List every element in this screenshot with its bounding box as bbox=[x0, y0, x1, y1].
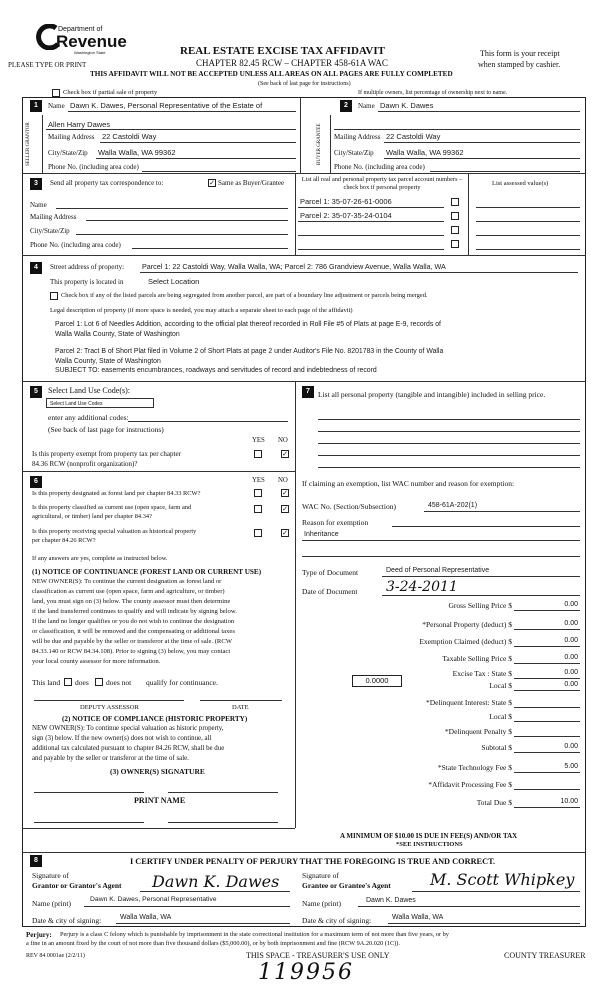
tax-row-value[interactable]: 0.00 bbox=[564, 654, 578, 661]
grantor-name-label: Name (print) bbox=[32, 899, 71, 908]
historic-question-2: per chapter 84.26 RCW? bbox=[32, 537, 96, 544]
doc-type-value[interactable]: Deed of Personal Representative bbox=[386, 567, 490, 574]
tax-row-label: Total Due $ bbox=[476, 798, 512, 807]
qualify-label: qualify for continuance. bbox=[146, 678, 218, 687]
tax-row-value[interactable]: 10.00 bbox=[560, 798, 578, 805]
this-land-label: This land bbox=[32, 678, 61, 687]
s5-no-header: NO bbox=[278, 437, 288, 444]
buyer-city-value[interactable]: Walla Walla, WA 99362 bbox=[386, 148, 464, 157]
parcel-1-personal-checkbox[interactable] bbox=[451, 198, 459, 206]
send-correspondence-label: Send all property tax correspondence to: bbox=[50, 179, 164, 187]
s3-city-label: City/State/Zip bbox=[30, 227, 70, 235]
tax-row-value[interactable]: 0.00 bbox=[564, 620, 578, 627]
forest-yes-checkbox[interactable] bbox=[254, 489, 262, 497]
forest-no-checkbox[interactable]: ✓ bbox=[282, 489, 288, 497]
s3-phone-label: Phone No. (including area code) bbox=[30, 241, 121, 249]
tax-row-label: Local $ bbox=[489, 712, 512, 721]
buyer-name-value[interactable]: Dawn K. Dawes bbox=[380, 101, 434, 110]
handwritten-receipt-number: 119956 bbox=[258, 960, 354, 985]
same-as-buyer-label: Same as Buyer/Grantee bbox=[218, 179, 285, 187]
partial-sale-checkbox[interactable] bbox=[52, 89, 60, 97]
section-6-number: 6 bbox=[30, 476, 42, 488]
exemption-label: If claiming an exemption, list WAC number and reason for exemption: bbox=[302, 479, 515, 488]
wac-label: WAC No. (Section/Subsection) bbox=[302, 502, 396, 511]
notice-continuance-line: If the land no longer qualifies or you do not wish to continue the designation bbox=[32, 618, 235, 625]
legal-subject-to[interactable]: SUBJECT TO: easements encumbrances, roadways and servitudes of record and indebtedness of record bbox=[55, 367, 377, 374]
section-1-number: 1 bbox=[30, 100, 42, 112]
s6-yes-header: YES bbox=[252, 477, 265, 484]
grantor-date-label: Date & city of signing: bbox=[32, 916, 102, 925]
reason-value[interactable]: Inheritance bbox=[304, 531, 339, 538]
segregated-label: Check box if any of the listed parcels are being segregated from another parcel, are part of a boundary line adjustment or parcels being merged. bbox=[61, 292, 428, 299]
notice-continuance-line: land, you must sign on (3) below. The county assessor must then determine bbox=[32, 598, 231, 605]
personal-property-label: List all personal property (tangible and intangible) included in selling price. bbox=[318, 390, 546, 399]
parcel-list-header: List all real and personal property tax parcel account numbers – check box if personal property bbox=[301, 176, 463, 191]
tax-row-label: *State Technology Fee $ bbox=[437, 763, 512, 772]
historic-yes-checkbox[interactable] bbox=[254, 529, 262, 537]
notice-continuance-line: 84.33.140 or RCW 84.34.108). Prior to signing (3) below, you may contact bbox=[32, 648, 231, 655]
grantor-agent-label: Grantor or Grantor's Agent bbox=[32, 881, 122, 890]
historic-no-checkbox[interactable]: ✓ bbox=[282, 529, 288, 537]
current-use-question-2: agricultural, or timber) land per chapter 84.34? bbox=[32, 513, 152, 520]
section-8-number: 8 bbox=[30, 855, 42, 867]
legal-description-label: Legal description of property (if more space is needed, you may attach a separate sheet to each page of the affidavit) bbox=[50, 307, 353, 314]
seller-address-label: Mailing Address bbox=[48, 133, 95, 141]
local-rate-field[interactable]: 0.0000 bbox=[352, 675, 402, 687]
receipt-note-2: when stamped by cashier. bbox=[478, 60, 561, 69]
located-in-select[interactable]: Select Location bbox=[148, 277, 200, 286]
buyer-name-label: Name bbox=[358, 102, 375, 110]
tax-row-label: Local $ bbox=[489, 681, 512, 690]
current-use-yes-checkbox[interactable] bbox=[254, 505, 262, 513]
seller-city-label: City/State/Zip bbox=[48, 149, 88, 157]
notice-continuance-line: NEW OWNER(S): To continue the current designation as forest land or bbox=[32, 578, 222, 585]
legal-parcel-1-line2[interactable]: Walla Walla County, State of Washington bbox=[55, 331, 180, 338]
tax-row-value[interactable]: 0.00 bbox=[564, 601, 578, 608]
tax-row-value[interactable]: 0.00 bbox=[564, 743, 578, 750]
notice-continuance-line: will be due and payable by the seller or transferor at the time of sale. (RCW bbox=[32, 638, 232, 645]
parcel-2-number[interactable]: Parcel 2: 35-07-35-24-0104 bbox=[300, 211, 392, 220]
street-address-value[interactable]: Parcel 1: 22 Castoldi Way, Walla Walla, WA; Parcel 2: 786 Grandview Avenue, Walla Walla, WA bbox=[142, 262, 446, 271]
owner-signature-title: (3) OWNER(S) SIGNATURE bbox=[110, 767, 205, 776]
current-use-no-checkbox[interactable]: ✓ bbox=[282, 505, 288, 513]
grantee-signature[interactable]: M. Scott Whipkey bbox=[430, 870, 575, 889]
grantee-agent-label: Grantee or Grantee's Agent bbox=[302, 881, 391, 890]
notice-compliance-line: and payable by the seller or transferor at the time of sale. bbox=[32, 755, 189, 762]
exempt-question-2: 84.36 RCW (nonprofit organization)? bbox=[32, 460, 138, 468]
tax-row-label: *Affidavit Processing Fee $ bbox=[428, 780, 512, 789]
tax-row-value[interactable]: 0.00 bbox=[564, 637, 578, 644]
tax-row-label: *Personal Property (deduct) $ bbox=[422, 620, 512, 629]
land-does-not-label: does not bbox=[106, 678, 132, 687]
doc-type-label: Type of Document bbox=[302, 568, 359, 577]
tax-row-label: Excise Tax : State $ bbox=[452, 669, 512, 678]
reason-label: Reason for exemption bbox=[302, 518, 369, 527]
instructions-note: (See back of last page for instructions) bbox=[258, 81, 351, 87]
tax-row-label: Subtotal $ bbox=[481, 743, 512, 752]
exempt-yes-checkbox[interactable] bbox=[254, 450, 262, 458]
land-use-select[interactable]: Select Land Use Codes bbox=[46, 398, 154, 408]
grantor-date-value[interactable]: Walla Walla, WA bbox=[120, 914, 172, 921]
perjury-text-1: Perjury is a class C felony which is punishable by imprisonment in the state correctional institution for a maximum term of not more than five years, or by bbox=[60, 931, 449, 938]
buyer-grantee-label: BUYER GRANTEE bbox=[317, 123, 322, 165]
if-yes-instruction: If any answers are yes, complete as instructed below. bbox=[32, 555, 168, 562]
parcel-3-personal-checkbox[interactable] bbox=[451, 226, 459, 234]
seller-phone-label: Phone No. (including area code) bbox=[48, 163, 139, 171]
assessed-values-header: List assessed value(s) bbox=[492, 180, 549, 187]
buyer-phone-label: Phone No. (including area code) bbox=[334, 163, 425, 171]
notice-compliance-line: sign (3) below. If the new owner(s) does not wish to continue, all bbox=[32, 735, 212, 742]
located-in-label: This property is located in bbox=[50, 278, 124, 286]
grantee-signature-label: Signature of bbox=[302, 871, 339, 880]
grantee-name-label: Name (print) bbox=[302, 899, 341, 908]
tax-row-value[interactable]: 0.00 bbox=[564, 669, 578, 676]
buyer-address-value[interactable]: 22 Castoldi Way bbox=[386, 132, 441, 141]
logo-revenue: Revenue bbox=[56, 32, 127, 51]
deputy-assessor-label: DEPUTY ASSESSOR bbox=[80, 704, 139, 711]
tax-row-label: Exemption Claimed (deduct) $ bbox=[419, 637, 512, 646]
s5-yes-header: YES bbox=[252, 437, 265, 444]
section-4-number: 4 bbox=[30, 262, 42, 274]
street-address-label: Street address of property: bbox=[50, 263, 125, 271]
grantor-signature[interactable]: Dawn K. Dawes bbox=[152, 872, 280, 891]
s3-address-label: Mailing Address bbox=[30, 213, 77, 221]
partial-sale-label: Check box if partial sale of property bbox=[63, 89, 158, 96]
treasurer-use-label: THIS SPACE - TREASURER'S USE ONLY bbox=[246, 951, 390, 960]
seller-name-label: Name bbox=[48, 102, 65, 110]
print-name-label: PRINT NAME bbox=[134, 796, 186, 805]
s3-name-label: Name bbox=[30, 201, 47, 209]
notice-compliance-line: additional tax calculated pursuant to chapter 84.26 RCW, shall be due bbox=[32, 745, 225, 752]
buyer-city-label: City/State/Zip bbox=[334, 149, 374, 157]
forest-land-question: Is this property designated as forest land per chapter 84.33 RCW? bbox=[32, 490, 201, 497]
perjury-text-2: a fine in an amount fixed by the court of not more than five thousand dollars ($5,000.00), or by both imprisonment and fine (RCW 9A.20.020 (1C)). bbox=[26, 940, 400, 947]
seller-grantor-label: SELLER GRANTOR bbox=[26, 122, 31, 166]
form-title: REAL ESTATE EXCISE TAX AFFIDAVIT bbox=[180, 45, 385, 57]
exempt-no-checkbox[interactable]: ✓ bbox=[282, 450, 288, 458]
land-use-instructions: (See back of last page for instructions) bbox=[48, 425, 164, 434]
current-use-question-1: Is this property classified as current use (open space, farm and bbox=[32, 504, 192, 511]
wac-value[interactable]: 458-61A-202(1) bbox=[428, 502, 478, 509]
land-does-checkbox[interactable] bbox=[64, 678, 72, 686]
receipt-note-1: This form is your receipt bbox=[480, 49, 560, 58]
date-label: DATE bbox=[232, 704, 249, 711]
notice-continuance-line: classification as current use (open space, farm and agriculture, or timber) bbox=[32, 588, 225, 595]
warning-text: THIS AFFIDAVIT WILL NOT BE ACCEPTED UNLESS ALL AREAS ON ALL PAGES ARE FULLY COMPLETED bbox=[90, 70, 453, 78]
land-use-label: Select Land Use Code(s): bbox=[48, 386, 130, 395]
seller-name-value-2[interactable]: Allen Harry Dawes bbox=[48, 120, 111, 129]
legal-parcel-2-line2[interactable]: Walla County, State of Washington bbox=[55, 358, 161, 365]
grantee-date-value[interactable]: Walla Walla, WA bbox=[392, 914, 444, 921]
certify-statement: I CERTIFY UNDER PENALTY OF PERJURY THAT THE FOREGOING IS TRUE AND CORRECT. bbox=[130, 857, 496, 866]
historic-question-1: Is this property receiving special valuation as historical property bbox=[32, 528, 197, 535]
see-instructions-note: *SEE INSTRUCTIONS bbox=[396, 841, 463, 848]
legal-parcel-2-line1[interactable]: Parcel 2: Tract B of Short Plat filed in Volume 2 of Short Plats at page 2 under Auditor's File No. 8201783 in the County of Walla bbox=[55, 348, 444, 355]
parcel-1-number[interactable]: Parcel 1: 35-07-26-61-0006 bbox=[300, 197, 392, 206]
notice-compliance-line: NEW OWNER(S): To continue special valuation as historic property, bbox=[32, 725, 224, 732]
tax-row-label: Taxable Selling Price $ bbox=[442, 654, 512, 663]
perjury-label: Perjury: bbox=[26, 931, 52, 939]
doc-date-value[interactable]: 3-24-2011 bbox=[386, 579, 458, 595]
tax-row-label: Gross Selling Price $ bbox=[448, 601, 512, 610]
grantor-name-value[interactable]: Dawn K. Dawes, Personal Representative bbox=[90, 896, 217, 903]
grantee-name-value[interactable]: Dawn K. Dawes bbox=[366, 897, 416, 904]
exempt-question-1: Is this property exempt from property tax per chapter bbox=[32, 450, 181, 458]
section-3-number: 3 bbox=[30, 178, 42, 190]
notice-continuance-title: (1) NOTICE OF CONTINUANCE (FOREST LAND OR CURRENT USE) bbox=[32, 568, 262, 576]
notice-continuance-line: your local county assessor for more information. bbox=[32, 658, 161, 665]
form-chapter: CHAPTER 82.45 RCW – CHAPTER 458-61A WAC bbox=[196, 58, 388, 68]
s6-no-header: NO bbox=[278, 477, 288, 484]
tax-row-value[interactable]: 5.00 bbox=[564, 763, 578, 770]
notice-continuance-line: if the land transferred continues to qualify and will indicate by signing below. bbox=[32, 608, 237, 615]
additional-codes-label: enter any additional codes: bbox=[48, 413, 129, 422]
legal-parcel-1-line1[interactable]: Parcel 1: Lot 6 of Needles Addition, according to the official plat thereof recorded in Roll File #5 of Plats at page E-9, records of bbox=[55, 321, 441, 328]
section-5-number: 5 bbox=[30, 386, 42, 398]
logo-state: Washington State bbox=[74, 50, 106, 55]
section-2-number: 2 bbox=[340, 100, 352, 112]
notice-compliance-title: (2) NOTICE OF COMPLIANCE (HISTORIC PROPERTY) bbox=[62, 715, 248, 723]
seller-address-value[interactable]: 22 Castoldi Way bbox=[102, 132, 157, 141]
logo-dept: Department of bbox=[58, 26, 103, 33]
county-treasurer-label: COUNTY TREASURER bbox=[504, 951, 586, 960]
form-number: REV 84 0001ae (2/2/11) bbox=[26, 953, 85, 959]
seller-city-value[interactable]: Walla Walla, WA 99362 bbox=[98, 148, 176, 157]
land-does-label: does bbox=[75, 678, 89, 687]
same-as-buyer-checkbox[interactable]: ✓ bbox=[209, 179, 215, 187]
seller-name-value[interactable]: Dawn K. Dawes, Personal Representative of the Estate of bbox=[70, 101, 263, 110]
tax-row-label: *Delinquent Interest: State $ bbox=[425, 698, 512, 707]
tax-row-label: *Delinquent Penalty $ bbox=[444, 727, 512, 736]
type-or-print: PLEASE TYPE OR PRINT bbox=[8, 61, 87, 69]
grantor-signature-label: Signature of bbox=[32, 871, 69, 880]
land-does-not-checkbox[interactable] bbox=[95, 678, 103, 686]
section-7-number: 7 bbox=[302, 386, 314, 398]
doc-date-label: Date of Document bbox=[302, 587, 358, 596]
notice-continuance-line: or classification, it will be removed and the compensating or additional taxes bbox=[32, 628, 235, 635]
buyer-address-label: Mailing Address bbox=[334, 133, 381, 141]
tax-row-value[interactable]: 0.00 bbox=[564, 681, 578, 688]
minimum-due-note: A MINIMUM OF $10.00 IS DUE IN FEE(S) AND/OR TAX bbox=[340, 832, 518, 840]
parcel-2-personal-checkbox[interactable] bbox=[451, 212, 459, 220]
grantee-date-label: Date & city of signing: bbox=[302, 916, 372, 925]
segregated-checkbox[interactable] bbox=[50, 292, 58, 300]
multiple-owners-note: If multiple owners, list percentage of ownership next to name. bbox=[358, 90, 508, 96]
parcel-4-personal-checkbox[interactable] bbox=[451, 240, 459, 248]
